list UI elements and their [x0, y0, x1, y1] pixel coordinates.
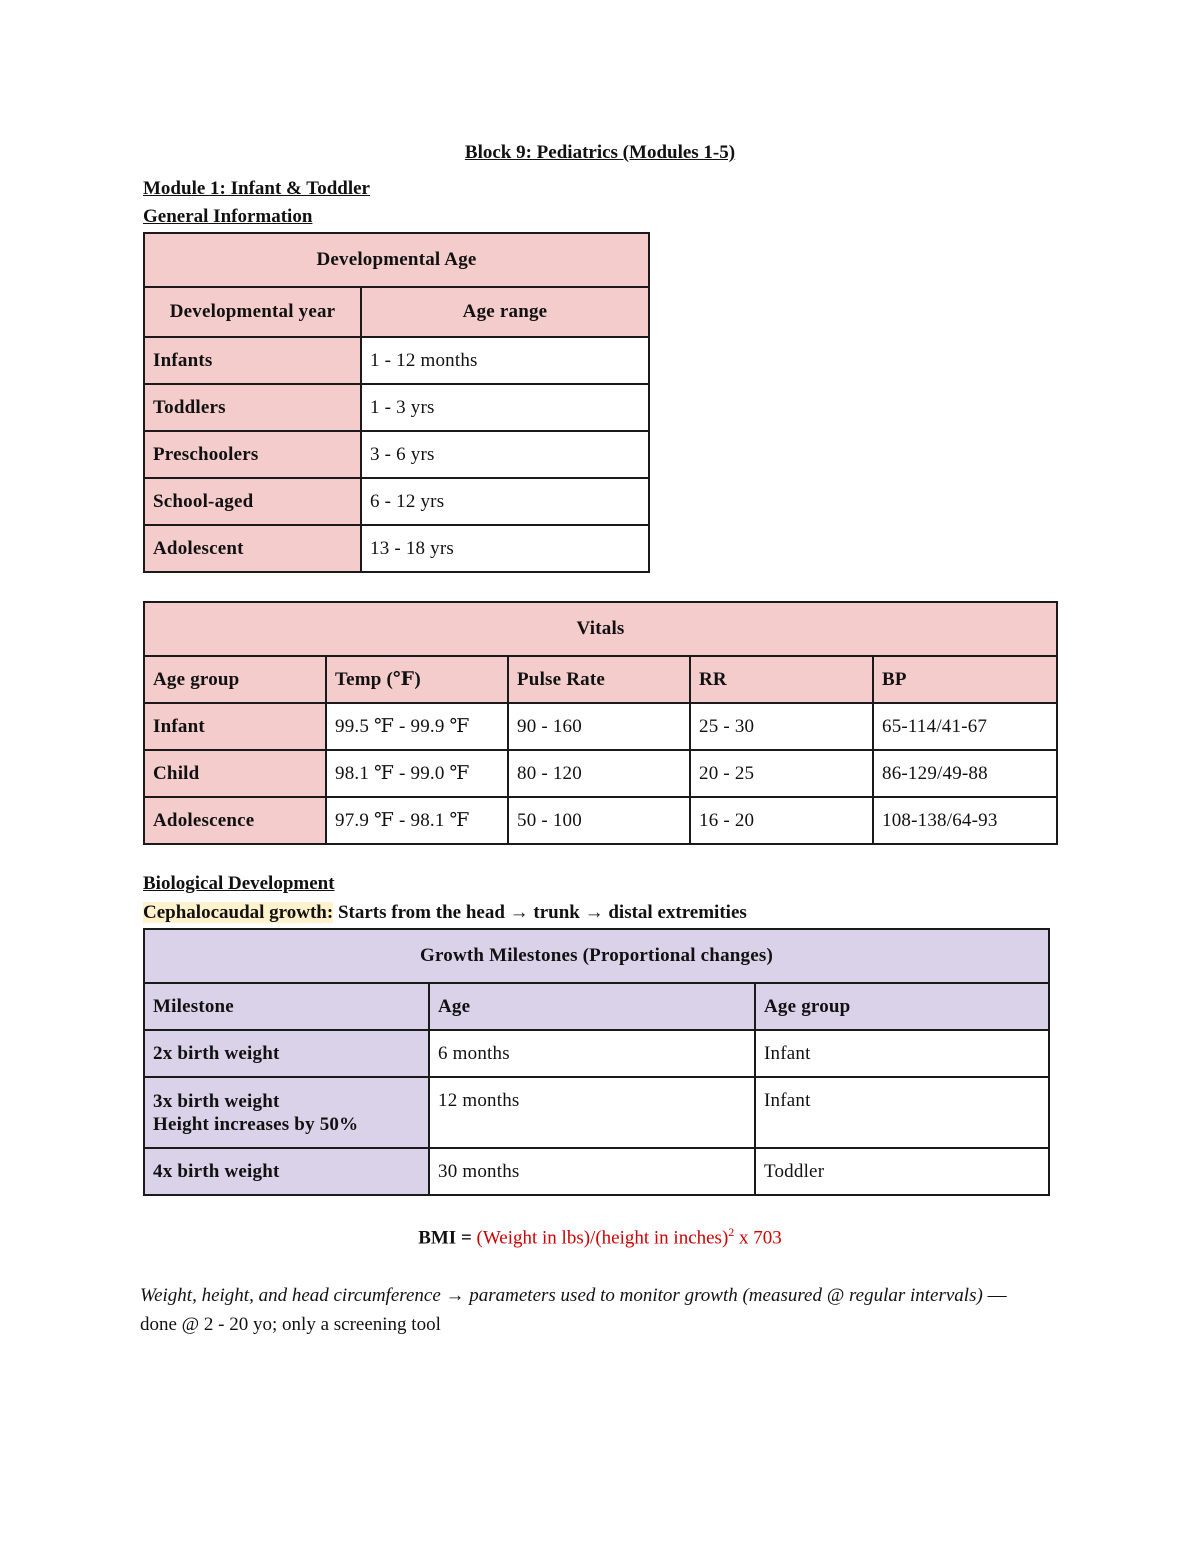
growth-note [140, 1281, 1040, 1339]
vitals-col-pulse: Pulse Rate [508, 656, 690, 703]
growth-milestones-table [143, 928, 1050, 1196]
growth-note-plain: — done @ 2 - 20 yo; only a screening tool [140, 1285, 1007, 1335]
vitals-table [143, 601, 1058, 845]
table-row [144, 1030, 1049, 1077]
table-cell: 97.9 ℉ - 98.1 ℉ [326, 797, 508, 844]
table-row [144, 1077, 1049, 1148]
table-row [144, 1148, 1049, 1195]
table-cell: 3 - 6 yrs [361, 431, 649, 478]
table-cell: 80 - 120 [508, 750, 690, 797]
table-row [144, 703, 1057, 750]
table-cell: 12 months [429, 1077, 755, 1148]
table-cell [144, 1077, 429, 1148]
biological-heading: Biological Development [143, 873, 335, 894]
table-cell: 65-114/41-67 [873, 703, 1057, 750]
table-cell: 99.5 ℉ - 99.9 ℉ [326, 703, 508, 750]
module-heading: Module 1: Infant & Toddler [143, 178, 370, 199]
growth-table-title: Growth Milestones (Proportional changes) [144, 929, 1049, 983]
table-cell: Toddler [755, 1148, 1049, 1195]
table-cell: 86-129/49-88 [873, 750, 1057, 797]
table-cell: 25 - 30 [690, 703, 873, 750]
table-cell: Infants [144, 337, 361, 384]
bmi-formula-main: (Weight in lbs)/(height in inches) [476, 1227, 729, 1249]
table-row [144, 750, 1057, 797]
table-cell: Infant [755, 1077, 1049, 1148]
bmi-superscript: 2 [728, 1225, 735, 1239]
table-cell: 6 months [429, 1030, 755, 1077]
table-cell: 4x birth weight [144, 1148, 429, 1195]
cephalocaudal-label: Cephalocaudal growth: [143, 902, 334, 923]
table-cell: Adolescent [144, 525, 361, 572]
growth-note-italic: Weight, height, and head circumference → parameters used to monitor growth (measured @ regular intervals) [140, 1285, 983, 1306]
section-heading: General Information [143, 206, 313, 227]
vitals-col-temp: Temp (℉) [326, 656, 508, 703]
vitals-col-rr: RR [690, 656, 873, 703]
table-cell: 13 - 18 yrs [361, 525, 649, 572]
table-cell: Adolescence [144, 797, 326, 844]
table-cell: Infant [755, 1030, 1049, 1077]
growth-col-age-group: Age group [755, 983, 1049, 1030]
page-title: Block 9: Pediatrics (Modules 1-5) [464, 142, 736, 163]
vitals-col-age-group: Age group [144, 656, 326, 703]
table-cell: Toddlers [144, 384, 361, 431]
table-row [144, 478, 649, 525]
table-cell: Infant [144, 703, 326, 750]
milestone-line-2: Height increases by 50% [153, 1113, 359, 1135]
bmi-formula [0, 1225, 1200, 1249]
developmental-age-table [143, 232, 650, 573]
bmi-label: BMI = [418, 1227, 477, 1249]
developmental-col-year: Developmental year [144, 287, 361, 337]
table-cell: 50 - 100 [508, 797, 690, 844]
table-row [144, 337, 649, 384]
growth-col-age: Age [429, 983, 755, 1030]
table-cell: 30 months [429, 1148, 755, 1195]
vitals-table-title: Vitals [144, 602, 1057, 656]
table-cell: 2x birth weight [144, 1030, 429, 1077]
table-cell: 16 - 20 [690, 797, 873, 844]
table-cell: 1 - 3 yrs [361, 384, 649, 431]
table-cell: 108-138/64-93 [873, 797, 1057, 844]
table-cell: School-aged [144, 478, 361, 525]
table-row [144, 384, 649, 431]
table-cell: 20 - 25 [690, 750, 873, 797]
table-cell: Preschoolers [144, 431, 361, 478]
table-cell: Child [144, 750, 326, 797]
vitals-col-bp: BP [873, 656, 1057, 703]
table-row [144, 797, 1057, 844]
developmental-col-range: Age range [361, 287, 649, 337]
cephalocaudal-text: Starts from the head → trunk → distal extremities [333, 902, 747, 923]
bmi-formula-tail: x 703 [734, 1227, 782, 1249]
growth-col-milestone: Milestone [144, 983, 429, 1030]
milestone-line-1: 3x birth weight [153, 1090, 280, 1112]
table-cell: 98.1 ℉ - 99.0 ℉ [326, 750, 508, 797]
table-row [144, 525, 649, 572]
table-row [144, 431, 649, 478]
table-cell: 1 - 12 months [361, 337, 649, 384]
table-cell: 90 - 160 [508, 703, 690, 750]
table-cell: 6 - 12 yrs [361, 478, 649, 525]
developmental-table-title: Developmental Age [144, 233, 649, 287]
cephalocaudal-line [143, 902, 747, 924]
